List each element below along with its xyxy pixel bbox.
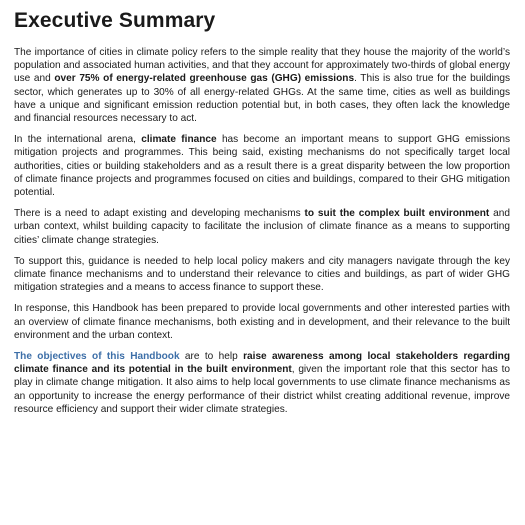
- body-text: In response, this Handbook has been prepared to provide local governments and other interested parties with an overview of climate finance mechanisms, both existing and in development, and their relevance to the built environment and the urban context.: [14, 303, 510, 341]
- body-text: has become an important means to support GHG emissions mitigation projects and programmes. This being said, existing mechanisms do not specifically target local authorities, cities or building stakeholders and as a result there is a great disparity between the low proportion of climate finance projects and programmes focused on cities and buildings, compared to their GHG mitigation potential.: [14, 134, 510, 199]
- paragraph-intro: [14, 46, 510, 125]
- document-page: [14, 8, 510, 424]
- paragraph-climate-finance: [14, 133, 510, 199]
- document-body: [14, 46, 510, 416]
- body-text: and urban context, whilst building capacity to facilitate the inclusion of climate finance as a means to supporting cities’ climate change strategies.: [14, 208, 510, 246]
- body-text: , given the important role that this sector has to play in climate change mitigation. It also aims to help local governments to use climate finance mechanisms as an opportunity to increase the energy performance of their district whilst creating additional revenue, improve resource efficiency and support their wider climate strategies.: [14, 364, 510, 415]
- paragraph-handbook-prepared: [14, 302, 510, 342]
- emphasis-bold-text: to suit the complex built environment: [304, 208, 490, 220]
- emphasis-bold-text: climate finance: [141, 134, 217, 146]
- emphasis-bold-text: raise awareness among local stakeholders regarding climate finance and its potential in the built environment: [14, 351, 510, 376]
- body-text: There is a need to adapt existing and developing mechanisms: [14, 208, 305, 220]
- emphasis-accent-text: The objectives of this Handbook: [14, 351, 180, 363]
- body-text: In the international arena,: [14, 134, 142, 146]
- paragraph-need-to-adapt: [14, 207, 510, 247]
- body-text: . This is also true for the buildings sector, which generates up to 30% of all energy-related GHGs. At the same time, cities as well as buildings have a unique and significant emission reduction potential but, in both cases, they often lack the knowledge and financial resources necessary to act.: [14, 73, 510, 125]
- body-text: The importance of cities in climate policy refers to the simple reality that they house the majority of the world’s population and associated human activities, and that they account for approximately two-thirds of global energy use and: [14, 47, 511, 85]
- emphasis-bold-text: over 75% of energy-related greenhouse gas (GHG) emissions: [54, 73, 355, 85]
- body-text: are to help: [179, 351, 244, 363]
- paragraph-objectives: [14, 350, 510, 416]
- paragraph-guidance: [14, 255, 510, 295]
- body-text: To support this, guidance is needed to help local policy makers and city managers navigate through the key climate finance mechanisms and to understand their relevance to cities and buildings, as part of wider GHG mitigation strategies and a means to access finance to support these.: [14, 255, 510, 294]
- page-title: Executive Summary: [14, 9, 216, 32]
